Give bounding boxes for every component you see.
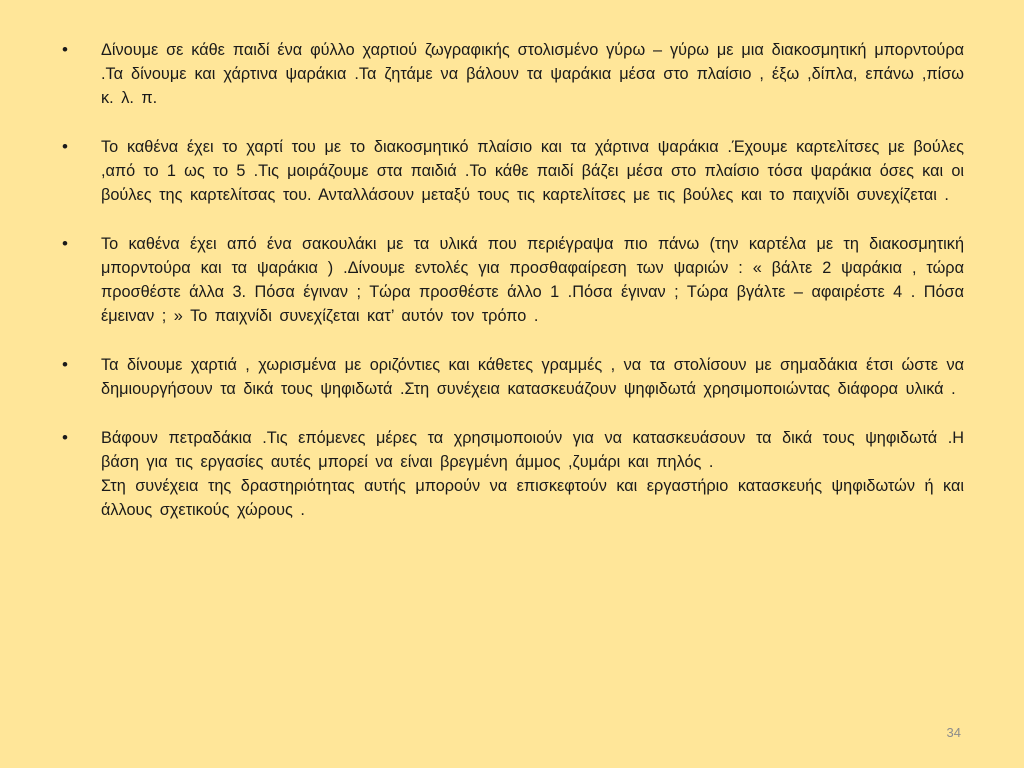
bullet-marker: • [62,137,68,156]
bullet-item-4 [62,353,964,401]
bullet-marker: • [62,428,68,447]
bullet-text: Βάφουν πετραδάκια .Τις επόμενες μέρες τα χρησιμοποιούν για να κατασκευάσουν τα δικά τους ψηφιδωτά .Η βάση για τις εργασίες αυτές μπορεί να είναι βρεγμένη άμμος ,ζυμάρι και πηλός . [101,429,964,471]
bullet-text: Το καθένα έχει το χαρτί του με το διακοσμητικό πλαίσιο και τα χάρτινα ψαράκια .Έχουμε καρτελίτσες με βούλες ,από το 1 ως το 5 .Τις μοιράζουμε στα παιδιά .Το κάθε παιδί βάζει μέσα στο πλαίσιο τόσα ψαράκια όσες και οι βούλες της καρτελίτσας του. Ανταλλάσουν μεταξύ τους τις καρτελίτσες με τις βούλες και το παιχνίδι συνεχίζεται . [101,138,964,204]
bullet-continuation-text: Στη συνέχεια της δραστηριότητας αυτής μπορούν να επισκεφτούν και εργαστήριο κατασκευής ψηφιδωτών ή και άλλους σχετικούς χώρους . [101,477,964,519]
bullet-text: Το καθένα έχει από ένα σακουλάκι με τα υλικά που περιέγραψα πιο πάνω (την καρτέλα με τη διακοσμητική μπορντούρα και τα ψαράκια ) .Δίνουμε εντολές για προσθαφαίρεση των ψαριών : « βάλτε 2 ψαράκια , τώρα προσθέστε άλλα 3. Πόσα έγιναν ; Τώρα προσθέστε άλλο 1 .Πόσα έγιναν ; Τώρα βγάλτε – αφαιρέστε 4 . Πόσα έμειναν ; » Το παιχνίδι συνεχίζεται κατ’ αυτόν τον τρόπο . [101,235,964,325]
bullet-text: Τα δίνουμε χαρτιά , χωρισμένα με οριζόντιες και κάθετες γραμμές , να τα στολίσουν με σημαδάκια έτσι ώστε να δημιουργήσουν τα δικά τους ψηφιδωτά .Στη συνέχεια κατασκευάζουν ψηφιδωτά χρησιμοποιώντας διάφορα υλικά . [101,356,964,398]
bullet-item-5 [62,426,964,522]
bullet-marker: • [62,355,68,374]
bullet-marker: • [62,234,68,253]
bullet-list [62,38,964,547]
bullet-marker: • [62,40,68,59]
page-number: 34 [946,725,961,740]
bullet-item-1 [62,38,964,110]
bullet-item-3 [62,232,964,328]
bullet-item-2 [62,135,964,207]
bullet-text: Δίνουμε σε κάθε παιδί ένα φύλλο χαρτιού ζωγραφικής στολισμένο γύρω – γύρω με μια διακοσμητική μπορντούρα .Τα δίνουμε και χάρτινα ψαράκια .Τα ζητάμε να βάλουν τα ψαράκια μέσα στο πλαίσιο , έξω ,δίπλα, επάνω ,πίσω κ. λ. π. [101,41,964,107]
